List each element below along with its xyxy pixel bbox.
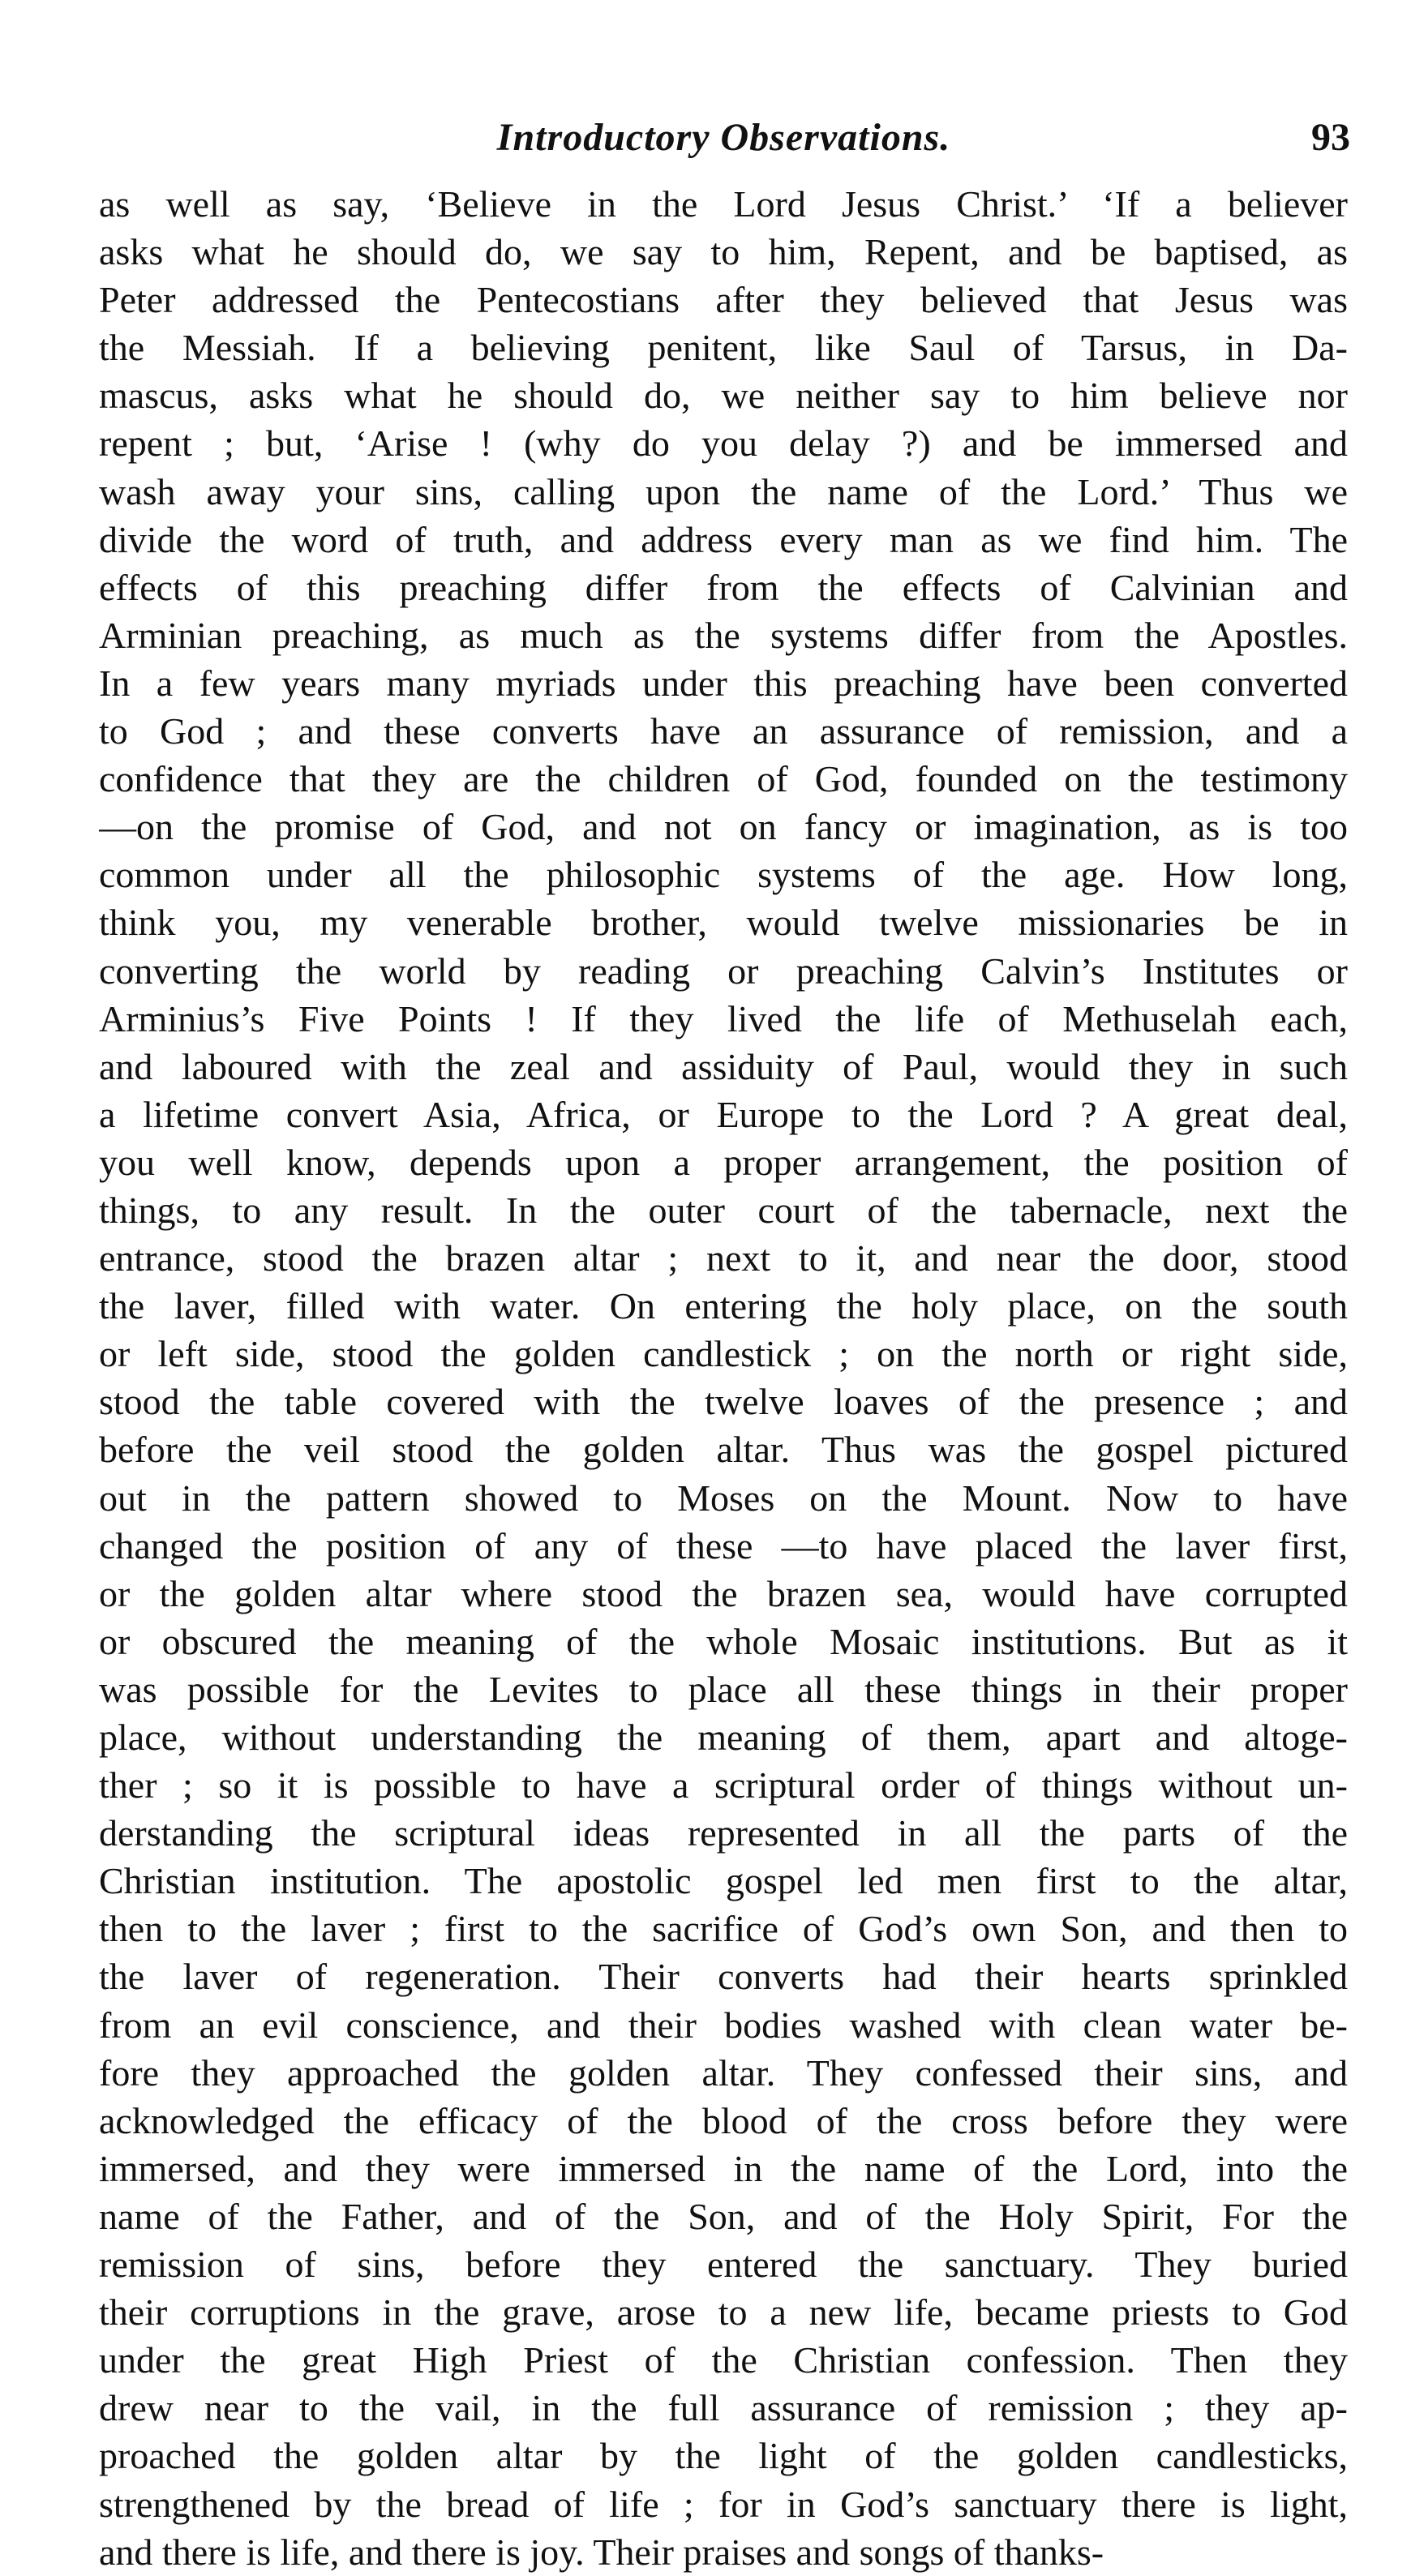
text-line: Peter addressed the Pentecostians after they believed that Jesus was [99,279,1348,321]
text-line: changed the position of any of these —to have placed the laver first, [99,1524,1348,1567]
text-line: and there is life, and there is joy. Their praises and songs of thanks- [99,2531,1104,2573]
text-line: their corruptions in the grave, arose to a new life, became priests to God [99,2291,1348,2334]
text-line: a lifetime convert Asia, Africa, or Europe to the Lord ? A great deal, [99,1093,1348,1135]
text-line: effects of this preaching differ from the effects of Calvinian and [99,566,1348,608]
text-line: drew near to the vail, in the full assurance of remission ; they ap- [99,2387,1348,2429]
text-line: divide the word of truth, and address every man as we find him. The [99,518,1348,560]
text-line: as well as say, ‘Believe in the Lord Jesus Christ.’ ‘If a believer [99,183,1348,225]
text-line: to God ; and these converts have an assurance of remission, and a [99,710,1348,752]
text-line: then to the laver ; first to the sacrifice of God’s own Son, and then to [99,1908,1348,1950]
text-line: ther ; so it is possible to have a scriptural order of things without un- [99,1764,1348,1807]
text-line: place, without understanding the meaning of them, apart and altoge- [99,1717,1348,1758]
text-line: mascus, asks what he should do, we neither say to him believe nor [99,375,1348,417]
text-line: proached the golden altar by the light of the golden candlesticks, [99,2435,1348,2477]
body-text [99,180,1348,2576]
text-line: the Messiah. If a believing penitent, like Saul of Tarsus, in Da- [99,327,1348,369]
text-line: common under all the philosophic systems of the age. How long, [99,854,1348,896]
text-line: stood the table covered with the twelve loaves of the presence ; and [99,1381,1348,1423]
text-line: remission of sins, before they entered the sanctuary. They buried [99,2244,1348,2286]
text-line: strengthened by the bread of life ; for in God’s sanctuary there is light, [99,2483,1348,2525]
text-line: fore they approached the golden altar. They confessed their sins, and [99,2051,1348,2094]
text-line: In a few years many myriads under this preaching have been converted [99,662,1348,704]
text-line: acknowledged the efficacy of the blood of the cross before they were [99,2099,1348,2141]
text-line: converting the world by reading or preaching Calvin’s Institutes or [99,949,1348,992]
text-line: under the great High Priest of the Christian confession. Then they [99,2339,1348,2381]
text-line: from an evil conscience, and their bodies washed with clean water be- [99,2004,1348,2046]
text-line: think you, my venerable brother, would twelve missionaries be in [99,902,1348,944]
text-line: or obscured the meaning of the whole Mosaic institutions. But as it [99,1620,1348,1662]
page-number: 93 [1311,116,1350,159]
text-line: things, to any result. In the outer court of the tabernacle, next the [99,1189,1348,1231]
text-line: name of the Father, and of the Son, and of the Holy Spirit, For the [99,2195,1348,2237]
text-line: and laboured with the zeal and assiduity of Paul, would they in such [99,1045,1348,1087]
text-line: confidence that they are the children of God, founded on the testimony [99,758,1348,800]
text-line: asks what he should do, we say to him, Repent, and be baptised, as [99,231,1348,273]
text-line: out in the pattern showed to Moses on the Mount. Now to have [99,1477,1348,1519]
text-line: —on the promise of God, and not on fancy or imagination, as is too [99,806,1348,848]
text-line: the laver, filled with water. On entering the holy place, on the south [99,1285,1348,1327]
text-line: Arminius’s Five Points ! If they lived the life of Methuselah each, [99,997,1348,1039]
running-head [97,114,1350,162]
text-line: derstanding the scriptural ideas represented in all the parts of the [99,1812,1348,1854]
text-line: Arminian preaching, as much as the systems differ from the Apostles. [99,614,1348,656]
text-line: the laver of regeneration. Their converts had their hearts sprinkled [99,1956,1348,1998]
text-line: or left side, stood the golden candlestick ; on the north or right side, [99,1333,1348,1375]
running-title: Introductory Observations. [496,116,951,159]
text-line: entrance, stood the brazen altar ; next to it, and near the door, stood [99,1237,1348,1279]
text-line: or the golden altar where stood the brazen sea, would have corrupted [99,1572,1348,1614]
text-line: was possible for the Levites to place all these things in their proper [99,1668,1348,1710]
text-line: you well know, depends upon a proper arrangement, the position of [99,1141,1348,1183]
text-line: repent ; but, ‘Arise ! (why do you delay ?) and be immersed and [99,422,1348,465]
text-line: immersed, and they were immersed in the name of the Lord, into the [99,2147,1348,2189]
text-line: Christian institution. The apostolic gospel led men first to the altar, [99,1860,1348,1902]
text-line: wash away your sins, calling upon the name of the Lord.’ Thus we [99,470,1348,512]
text-line: before the veil stood the golden altar. Thus was the gospel pictured [99,1429,1348,1471]
